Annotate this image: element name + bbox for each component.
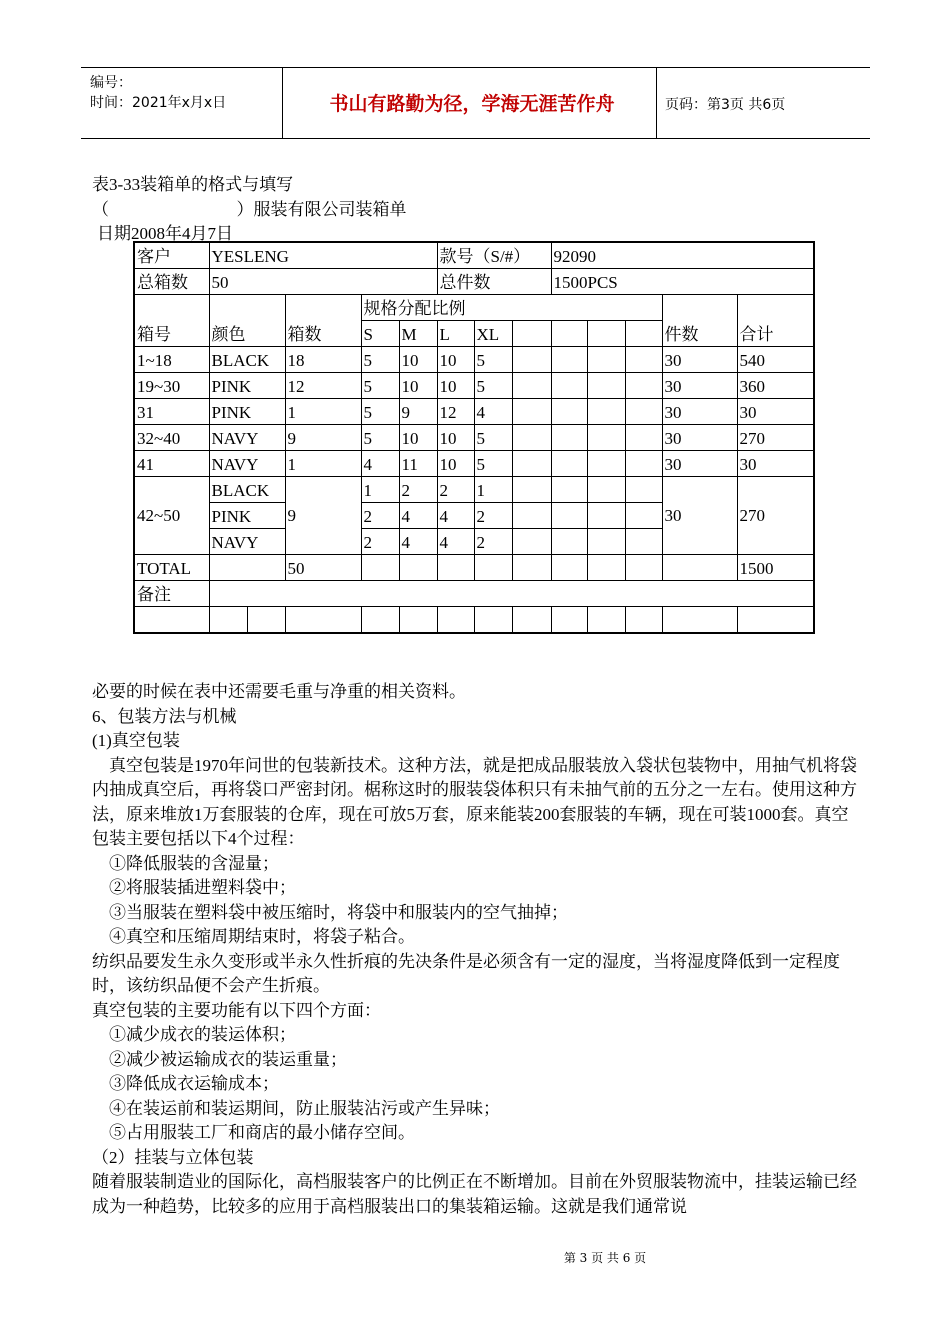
paragraph: 纺织品要发生永久变形或半永久性折痕的先决条件是必须含有一定的湿度，当将湿度降低到一定程度时，该纺织品便不会产生折痕。: [92, 951, 840, 995]
paragraph: 随着服装制造业的国际化，高档服装客户的比例正在不断增加。目前在外贸服装物流中，挂装运输已经成为一种趋势，比较多的应用于高档服装出口的集装箱运输。这就是我们通常说: [92, 1172, 857, 1216]
cell-sum: 360: [737, 373, 814, 399]
empty-cell: [512, 399, 551, 425]
table-row: [134, 295, 814, 321]
cell-size-s: 1: [361, 477, 399, 503]
cell-boxes: 1: [285, 451, 361, 477]
cell-color: PINK: [209, 373, 285, 399]
col-color-header: 颜色: [209, 295, 285, 347]
empty-cell: [551, 399, 587, 425]
style-label: 款号（S/#）: [437, 242, 551, 269]
cell-size-m: 11: [399, 451, 437, 477]
size-l-header: L: [437, 321, 474, 347]
list-item: ②减少被运输成衣的装运重量；: [109, 1049, 347, 1069]
empty-cell: [361, 555, 399, 581]
total-boxes: 50: [285, 555, 361, 581]
table-row: [134, 607, 814, 634]
empty-cell: [399, 555, 437, 581]
cell-boxes: 18: [285, 347, 361, 373]
empty-cell: [512, 373, 551, 399]
cell-box: 41: [134, 451, 209, 477]
remark-value: [209, 581, 814, 607]
empty-cell: [625, 451, 662, 477]
empty-cell: [625, 529, 662, 555]
empty-cell: [551, 347, 587, 373]
empty-cell: [437, 607, 474, 634]
list-item: ③当服装在塑料袋中被压缩时，将袋中和服装内的空气抽掉；: [109, 902, 568, 922]
list-item: ④在装运前和装运期间，防止服装沾污或产生异味；: [109, 1098, 500, 1118]
cell-boxes: 9: [285, 425, 361, 451]
empty-cell: [512, 425, 551, 451]
size-m-header: M: [399, 321, 437, 347]
empty-cell: [625, 399, 662, 425]
cell-size-xl: 5: [474, 373, 512, 399]
cell-box: 31: [134, 399, 209, 425]
cell-size-l: 4: [437, 503, 474, 529]
size-xl-header: XL: [474, 321, 512, 347]
cell-sum: 30: [737, 451, 814, 477]
empty-cell: [474, 555, 512, 581]
empty-cell: [625, 607, 662, 634]
col-box-no-header: 箱号: [134, 295, 209, 347]
header-divider-right: [656, 68, 657, 138]
style-value: 92090: [551, 242, 814, 269]
total-pieces-label: 总件数: [437, 269, 551, 295]
total-boxes-label: 总箱数: [134, 269, 209, 295]
total-sum: 1500: [737, 555, 814, 581]
table-row: [134, 373, 814, 399]
cell-size-s: 5: [361, 373, 399, 399]
cell-sum: 270: [737, 477, 814, 555]
empty-cell: [551, 373, 587, 399]
table-row: [134, 581, 814, 607]
empty-cell: [587, 321, 625, 347]
size-s-header: S: [361, 321, 399, 347]
list-item: ③降低成衣运输成本；: [109, 1074, 279, 1093]
empty-cell: [551, 477, 587, 503]
cell-size-m: 10: [399, 347, 437, 373]
cell-size-l: 10: [437, 373, 474, 399]
table-row: [134, 555, 814, 581]
section-heading: 6、包装方法与机械: [92, 706, 237, 726]
table-row: [134, 451, 814, 477]
table-row: [134, 347, 814, 373]
cell-size-m: 9: [399, 399, 437, 425]
cell-size-s: 2: [361, 529, 399, 555]
col-boxes-header: 箱数: [285, 295, 361, 347]
empty-cell: [512, 451, 551, 477]
empty-cell: [625, 373, 662, 399]
empty-cell: [512, 321, 551, 347]
empty-cell: [512, 347, 551, 373]
empty-cell: [134, 607, 209, 634]
paragraph: 真空包装的主要功能有以下四个方面：: [92, 1000, 381, 1020]
table-row: [134, 425, 814, 451]
subsection-heading: (1)真空包装: [92, 731, 180, 750]
cell-boxes: 1: [285, 399, 361, 425]
cell-pieces: 30: [662, 399, 737, 425]
empty-cell: [551, 607, 587, 634]
empty-cell: [625, 347, 662, 373]
cell-sum: 540: [737, 347, 814, 373]
cell-sum: 270: [737, 425, 814, 451]
cell-box: 32~40: [134, 425, 209, 451]
table-row: [134, 242, 814, 269]
cell-size-l: 2: [437, 477, 474, 503]
empty-cell: [551, 555, 587, 581]
cell-size-l: 10: [437, 425, 474, 451]
cell-size-l: 10: [437, 347, 474, 373]
cell-box: 42~50: [134, 477, 209, 555]
cell-size-m: 2: [399, 477, 437, 503]
cell-boxes: 9: [285, 477, 361, 555]
cell-size-xl: 5: [474, 451, 512, 477]
cell-size-l: 10: [437, 451, 474, 477]
cell-size-s: 4: [361, 451, 399, 477]
empty-cell: [625, 477, 662, 503]
empty-cell: [399, 607, 437, 634]
list-item: ④真空和压缩周期结束时，将袋子粘合。: [109, 927, 415, 946]
table-caption: 表3-33装箱单的格式与填写: [92, 175, 294, 194]
cell-pieces: 30: [662, 373, 737, 399]
empty-cell: [625, 425, 662, 451]
cell-size-xl: 4: [474, 399, 512, 425]
packing-list-table: [133, 241, 815, 634]
empty-cell: [587, 399, 625, 425]
cell-size-xl: 5: [474, 425, 512, 451]
empty-cell: [587, 555, 625, 581]
remark-label: 备注: [134, 581, 209, 607]
header-motto: 书山有路勤为径，学海无涯苦作舟: [329, 93, 615, 115]
page-footer: [0, 1249, 950, 1266]
empty-cell: [587, 451, 625, 477]
cell-color: PINK: [209, 399, 285, 425]
empty-cell: [587, 503, 625, 529]
col-sum-header: 合计: [737, 295, 814, 347]
customer-label: 客户: [134, 242, 209, 269]
empty-cell: [361, 607, 399, 634]
table-row: [134, 269, 814, 295]
empty-cell: [551, 529, 587, 555]
packing-date: 日期2008年4月7日: [97, 224, 233, 243]
empty-cell: [551, 451, 587, 477]
empty-cell: [587, 607, 625, 634]
empty-cell: [737, 607, 814, 634]
cell-color: PINK: [209, 503, 285, 529]
empty-cell: [587, 477, 625, 503]
cell-color: NAVY: [209, 529, 285, 555]
cell-size-s: 5: [361, 399, 399, 425]
empty-cell: [662, 607, 737, 634]
empty-cell: [285, 607, 361, 634]
list-item: ①降低服装的含湿量；: [109, 853, 279, 873]
subsection-heading: （2）挂装与立体包装: [92, 1147, 254, 1167]
cell-pieces: 30: [662, 451, 737, 477]
empty-cell: [662, 555, 737, 581]
empty-cell: [587, 373, 625, 399]
empty-cell: [437, 555, 474, 581]
empty-cell: [625, 555, 662, 581]
size-ratio-header: 规格分配比例: [361, 295, 662, 321]
cell-color: BLACK: [209, 477, 285, 503]
empty-cell: [587, 425, 625, 451]
customer-value: YESLENG: [209, 242, 437, 269]
empty-cell: [551, 321, 587, 347]
empty-cell: [625, 321, 662, 347]
paragraph: 真空包装是1970年问世的包装新技术。这种方法，就是把成品服装放入袋状包装物中，用抽气机将袋内抽成真空后，再将袋口严密封闭。椐称这时的服装袋体积只有未抽气前的五分之一左右。使用这种方法，原来堆放1万套服装的仓库，现在可放5万套，原来能装200套服装的车辆，现在可装1000套。真空包装主要包括以下4个过程：: [92, 755, 857, 848]
empty-cell: [512, 477, 551, 503]
empty-cell: [512, 529, 551, 555]
empty-cell: [512, 607, 551, 634]
empty-cell: [587, 347, 625, 373]
cell-pieces: 30: [662, 347, 737, 373]
cell-pieces: 30: [662, 425, 737, 451]
empty-cell: [247, 607, 285, 634]
cell-size-xl: 5: [474, 347, 512, 373]
page-header: [81, 67, 870, 139]
header-page-indicator: 页码：第3页 共6页: [665, 97, 786, 113]
col-pieces-header: 件数: [662, 295, 737, 347]
cell-size-l: 12: [437, 399, 474, 425]
document-date-label: 时间：2021年x月x日: [90, 95, 227, 111]
total-label: TOTAL: [134, 555, 209, 581]
total-pieces-value: 1500PCS: [551, 269, 814, 295]
cell-size-s: 2: [361, 503, 399, 529]
list-item: ②将服装插进塑料袋中；: [109, 878, 296, 897]
cell-size-l: 4: [437, 529, 474, 555]
empty-cell: [512, 555, 551, 581]
cell-boxes: 12: [285, 373, 361, 399]
cell-size-xl: 2: [474, 529, 512, 555]
cell-size-s: 5: [361, 425, 399, 451]
cell-size-m: 4: [399, 529, 437, 555]
cell-box: 19~30: [134, 373, 209, 399]
body-text: [92, 680, 862, 1219]
empty-cell: [512, 503, 551, 529]
cell-sum: 30: [737, 399, 814, 425]
list-item: ⑤占用服装工厂和商店的最小储存空间。: [109, 1123, 415, 1142]
cell-box: 1~18: [134, 347, 209, 373]
cell-size-xl: 1: [474, 477, 512, 503]
empty-cell: [625, 503, 662, 529]
cell-size-m: 4: [399, 503, 437, 529]
empty-cell: [474, 607, 512, 634]
empty-cell: [551, 503, 587, 529]
cell-size-m: 10: [399, 425, 437, 451]
empty-cell: [209, 607, 247, 634]
cell-size-s: 5: [361, 347, 399, 373]
paragraph: 必要的时候在表中还需要毛重与净重的相关资料。: [92, 682, 466, 701]
cell-size-xl: 2: [474, 503, 512, 529]
empty-cell: [209, 555, 285, 581]
cell-color: BLACK: [209, 347, 285, 373]
footer-page-number: 第 3 页 共 6 页: [563, 1251, 647, 1265]
empty-cell: [551, 425, 587, 451]
company-title: （ ）服装有限公司装箱单: [92, 200, 407, 219]
list-item: ①减少成衣的装运体积；: [109, 1025, 296, 1044]
empty-cell: [587, 529, 625, 555]
cell-color: NAVY: [209, 451, 285, 477]
document-number-label: 编号：: [90, 75, 132, 91]
cell-color: NAVY: [209, 425, 285, 451]
total-boxes-value: 50: [209, 269, 437, 295]
table-row: [134, 399, 814, 425]
cell-size-m: 10: [399, 373, 437, 399]
cell-pieces: 30: [662, 477, 737, 555]
table-row: [134, 477, 814, 503]
